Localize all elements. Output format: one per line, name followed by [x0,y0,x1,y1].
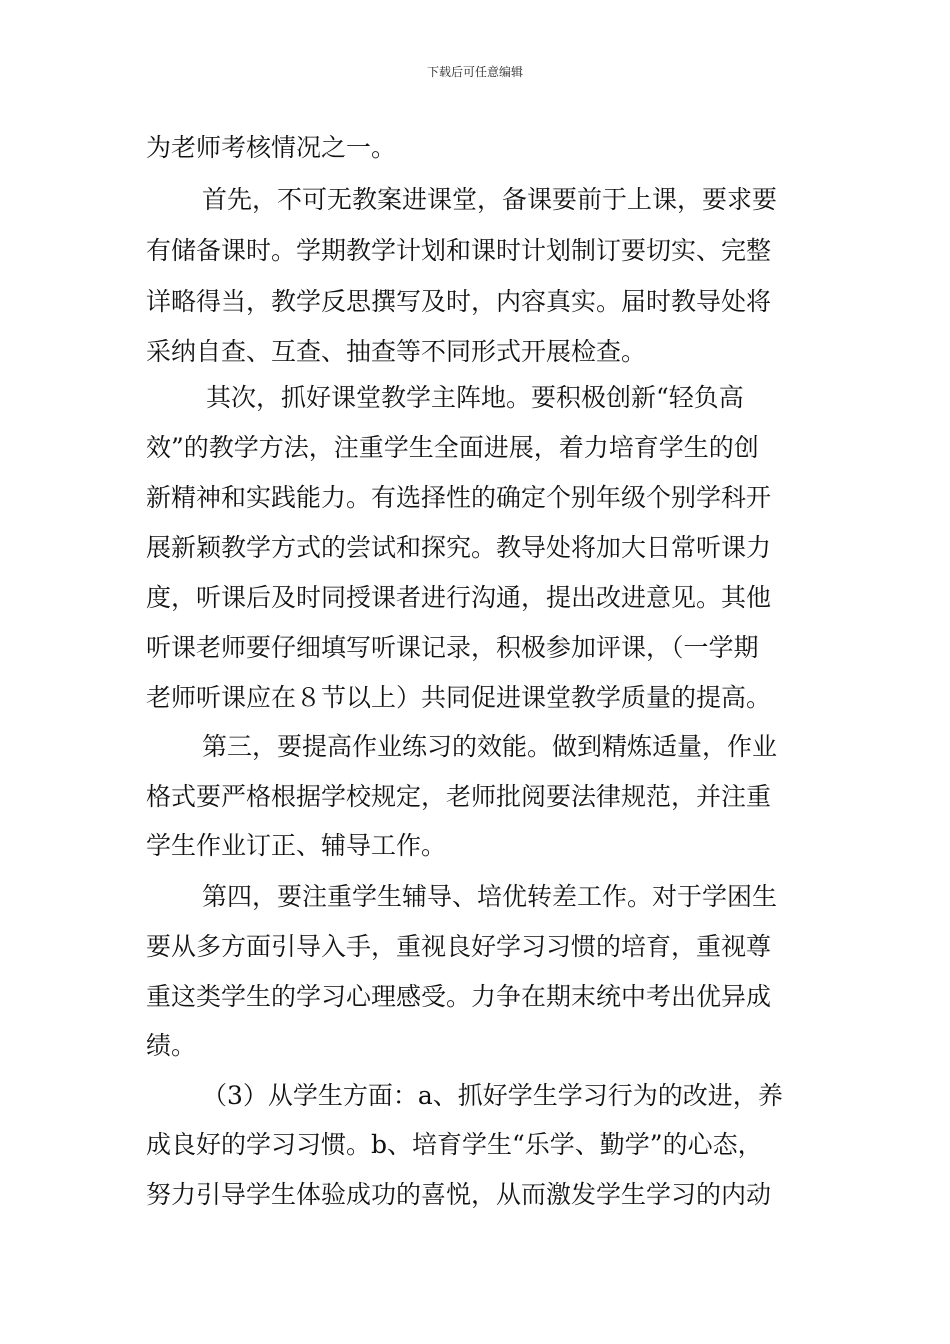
text-line: 效”的教学方法，注重学生全面进展，着力培育学生的创 [146,433,759,462]
page-header-note: 下载后可任意编辑 [426,65,523,79]
text-line: 为老师考核情况之一。 [146,133,397,162]
text-line: 重这类学生的学习心理感受。力争在期末统中考出优异成 [146,982,772,1011]
text-line: 新精神和实践能力。有选择性的确定个别年级个别学科开 [146,483,772,512]
text-line: 采纳自查、互查、抽查等不同形式开展检查。 [146,337,647,366]
text-line: 详略得当，教学反思撰写及时，内容真实。届时教导处将 [146,287,772,316]
text-line: 度，听课后及时同授课者进行沟通，提出改进意见。其他 [146,583,772,612]
text-line: 首先，不可无教案进课堂，备课要前于上课，要求要 [202,185,778,214]
text-line: 展新颖教学方式的尝试和探究。教导处将加大日常听课力 [146,533,772,562]
text-line: 格式要严格根据学校规定，老师批阅要法律规范，并注重 [146,782,772,811]
text-line: 第三，要提高作业练习的效能。做到精炼适量，作业 [202,732,778,761]
text-line: 成良好的学习习惯。b、培育学生“乐学、勤学”的心态， [146,1130,763,1159]
text-line: 努力引导学生体验成功的喜悦，从而激发学生学习的内动 [146,1180,772,1209]
text-line: 要从多方面引导入手，重视良好学习习惯的培育，重视尊 [146,932,772,961]
text-line: 有储备课时。学期教学计划和课时计划制订要切实、完整 [146,236,772,265]
text-line: 第四，要注重学生辅导、培优转差工作。对于学困生 [202,882,778,911]
text-line: 老师听课应在８节以上）共同促进课堂教学质量的提高。 [146,683,772,712]
text-line: 绩。 [146,1031,197,1060]
text-line: 其次，抓好课堂教学主阵地。要积极创新“轻负高 [206,383,744,412]
text-line: 学生作业订正、辅导工作。 [146,831,447,860]
text-line: （3）从学生方面：a、抓好学生学习行为的改进，养 [202,1081,783,1110]
text-line: 听课老师要仔细填写听课记录，积极参加评课，（一学期 [146,633,759,662]
